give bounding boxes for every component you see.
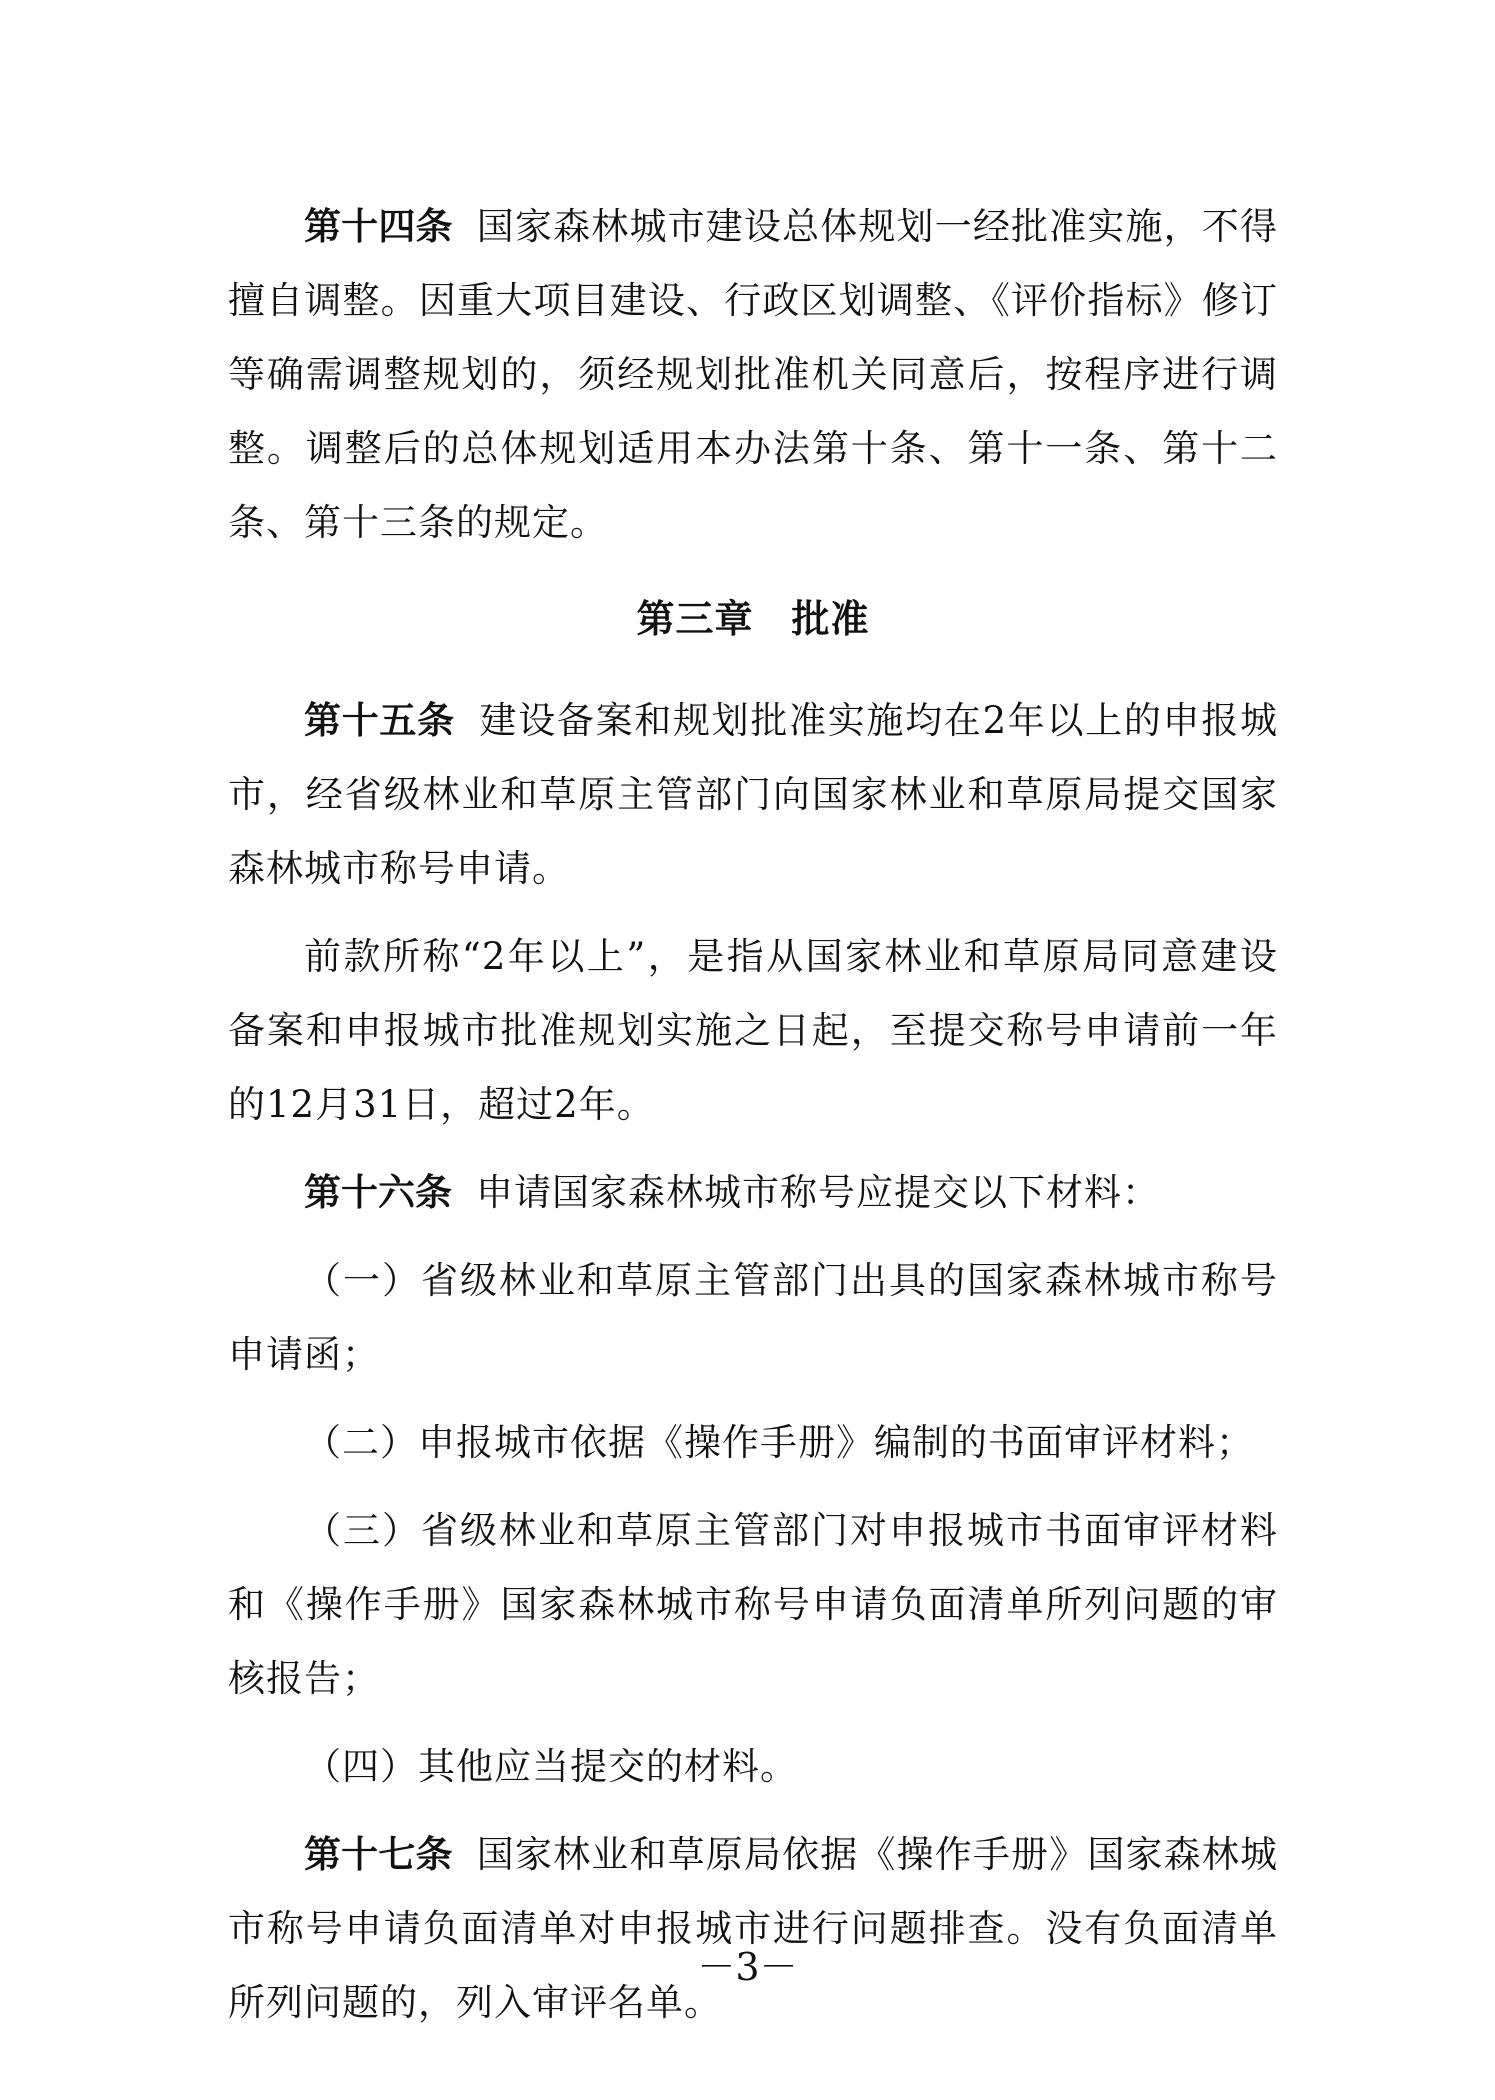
chapter-title: 批准	[791, 597, 870, 641]
article-14-paragraph	[228, 190, 1278, 560]
article-15-paragraph-2: 前款所称“2年以上”，是指从国家林业和草原局同意建设备案和申报城市批准规划实施之日起，至提交称号申请前一年的12月31日，超过2年。	[228, 935, 1278, 1126]
article-16-item-4: （四）其他应当提交的材料。	[304, 1745, 798, 1788]
article-15-paragraph	[228, 684, 1278, 906]
document-body	[228, 190, 1278, 2040]
article-14-label: 第十四条	[304, 205, 453, 248]
page-number: －3－	[697, 1945, 798, 1989]
article-16-item-2: （二）申报城市依据《操作手册》编制的书面审评材料；	[304, 1421, 1254, 1464]
article-16-item-1: （一）省级林业和草原主管部门出具的国家森林城市称号申请函；	[228, 1259, 1278, 1376]
article-16-label: 第十六条	[304, 1171, 452, 1214]
article-16-item-3: （三）省级林业和草原主管部门对申报城市书面审评材料和《操作手册》国家森林城市称号申请负面清单所列问题的审核报告；	[228, 1509, 1278, 1700]
article-15-label: 第十五条	[304, 699, 455, 742]
article-16-text: 申请国家森林城市称号应提交以下材料：	[476, 1171, 1160, 1214]
chapter-number: 第三章	[636, 597, 754, 641]
article-14-text: 国家森林城市建设总体规划一经批准实施，不得擅自调整。因重大项目建设、行政区划调整、《评价指标》修订等确需调整规划的，须经规划批准机关同意后，按程序进行调整。调整后的总体规划适用本办法第十条、第十一条、第十二条、第十三条的规定。	[228, 205, 1278, 544]
chapter-heading	[228, 582, 1278, 656]
article-17-text: 国家林业和草原局依据《操作手册》国家森林城市称号申请负面清单对申报城市进行问题排查。没有负面清单所列问题的，列入审评名单。	[228, 1833, 1278, 2024]
article-17-label: 第十七条	[304, 1833, 453, 1876]
article-16-paragraph	[228, 1156, 1278, 1230]
article-15-text: 建设备案和规划批准实施均在2年以上的申报城市，经省级林业和草原主管部门向国家林业和草原局提交国家森林城市称号申请。	[228, 699, 1278, 890]
article-17-paragraph	[228, 1818, 1278, 2040]
